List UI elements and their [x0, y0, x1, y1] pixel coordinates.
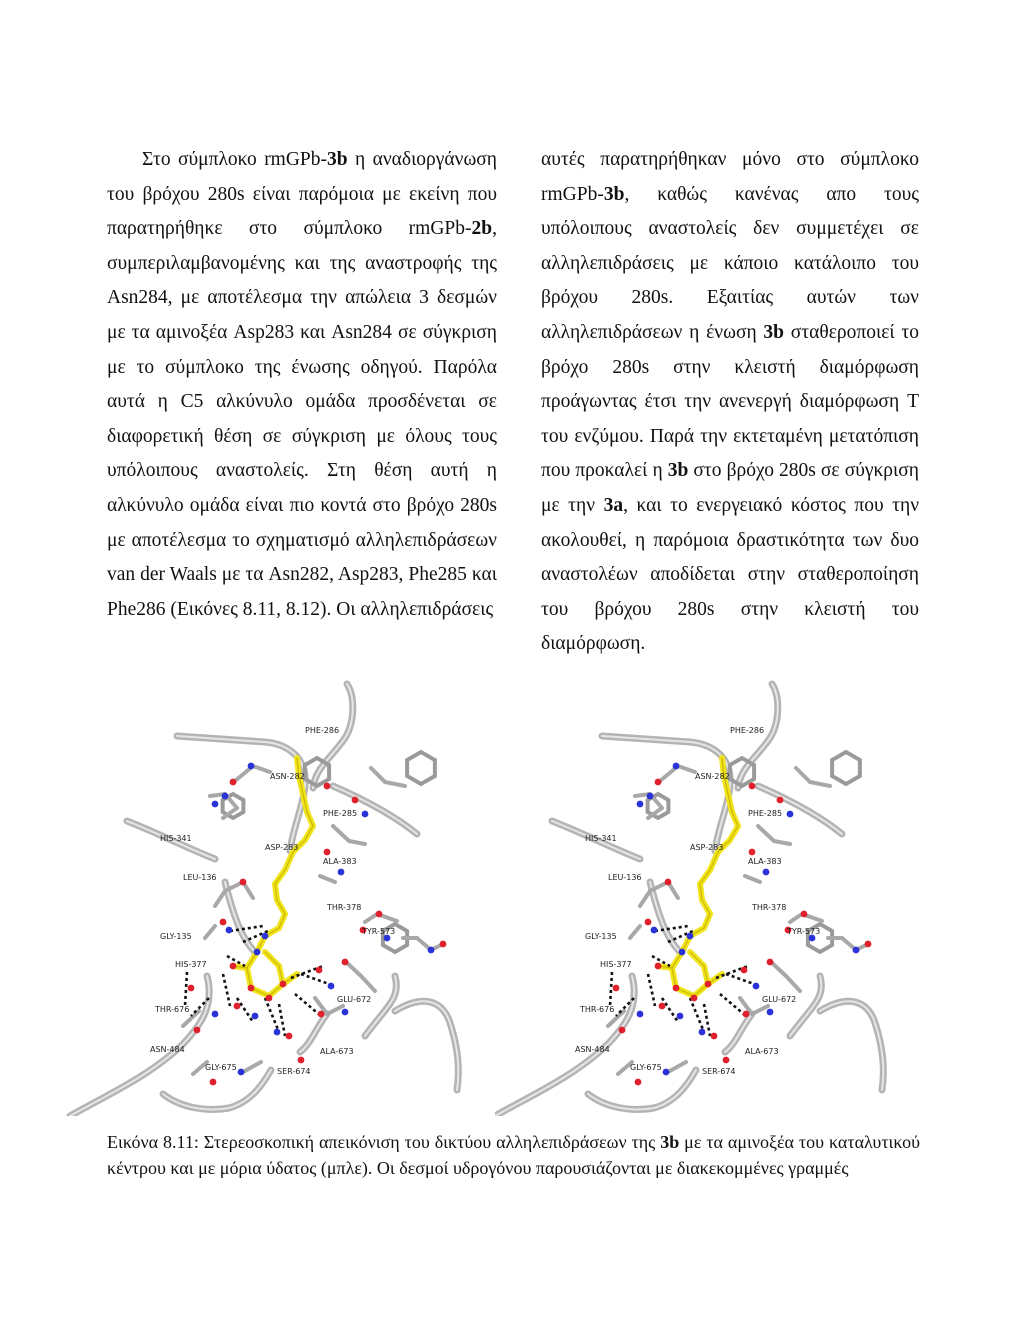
residue-stick [758, 826, 774, 841]
residue-label: ASP-283 [690, 843, 724, 852]
oxygen-atom [266, 995, 273, 1002]
compound-label: 3b [667, 460, 689, 482]
nitrogen-atom [212, 1011, 219, 1018]
oxygen-atom [440, 941, 447, 948]
residue-stick [349, 841, 365, 844]
text-run: , καθώς κανένας απο τους υπόλοιπους αναστολείς δεν συμμετέχει σε αλληλεπιδράσεις με κάποιο κατάλοιπο του βρόχου 280s. Εξαιτίας αυτών των αλληλεπιδράσεων η ένωση [541, 183, 919, 343]
nitrogen-atom [328, 983, 335, 990]
residue-label: SER-674 [702, 1067, 736, 1076]
oxygen-atom [324, 783, 331, 790]
nitrogen-atom [679, 949, 686, 956]
residue-stick [774, 841, 790, 844]
oxygen-atom [691, 995, 698, 1002]
caption-text: Εικόνα 8.11: Στερεοσκοπική απεικόνιση του δικτύου αλληλεπιδράσεων της [107, 1132, 661, 1152]
residue-label: ALA-673 [320, 1047, 354, 1056]
left-paragraph [107, 143, 497, 627]
protein-backbone [70, 976, 209, 1116]
nitrogen-atom [338, 869, 345, 876]
hydrogen-bond [237, 998, 253, 1022]
hydrogen-bond [265, 998, 279, 1032]
hydrogen-bond [648, 974, 655, 1006]
nitrogen-atom [677, 1013, 684, 1020]
protein-backbone [820, 1001, 883, 1090]
oxygen-atom [801, 911, 808, 918]
oxygen-atom [248, 985, 255, 992]
nitrogen-atom [647, 793, 654, 800]
oxygen-atom [655, 779, 662, 786]
backbone-highlight [313, 684, 353, 788]
text-run: , και το ενεργειακό κόστος που την ακολουθεί, η παρόμοια δραστικότητα των δυο αναστολέων αποδίδεται στην σταθεροποίηση του βρόχου 280s στην κλειστή του διαμόρφωση. [541, 494, 920, 655]
residue-label: ASN-282 [270, 772, 305, 781]
residue-stick [790, 914, 802, 922]
nitrogen-atom [248, 763, 255, 770]
ligand-bond-edge [690, 952, 704, 966]
nitrogen-atom [663, 1069, 670, 1076]
oxygen-atom [210, 1079, 217, 1086]
backbone-highlight [602, 736, 730, 851]
nitrogen-atom [687, 933, 694, 940]
nitrogen-atom [651, 927, 658, 934]
residue-stick [810, 782, 830, 786]
nitrogen-atom [252, 1013, 259, 1020]
hydrogen-bond [720, 994, 746, 1016]
nitrogen-atom [637, 801, 644, 808]
residue-label: GLY-675 [630, 1063, 662, 1072]
compound-label: 3b [327, 149, 348, 170]
oxygen-atom [635, 1079, 642, 1086]
residue-stick [371, 768, 385, 782]
residue-stick [640, 891, 650, 906]
oxygen-atom [318, 1011, 325, 1018]
oxygen-atom [673, 985, 680, 992]
body-text-left-column [107, 143, 497, 627]
backbone-highlight [177, 736, 305, 851]
oxygen-atom [194, 1027, 201, 1034]
residue-stick [630, 926, 640, 938]
hydrogen-bond [726, 974, 754, 984]
protein-backbone [602, 736, 730, 851]
stereo-figure [65, 676, 955, 1131]
aromatic-ring [407, 752, 435, 784]
backbone-highlight [738, 684, 778, 788]
oxygen-atom [665, 879, 672, 886]
residue-label: LEU-136 [608, 873, 642, 882]
residue-label: GLU-672 [337, 995, 372, 1004]
residue-stick [365, 914, 377, 922]
compound-label: 3b [603, 183, 625, 205]
residue-label: PHE-286 [730, 726, 765, 735]
residue-stick [361, 976, 375, 991]
nitrogen-atom [262, 933, 269, 940]
protein-backbone [495, 976, 634, 1116]
molecule-group [495, 684, 883, 1116]
residue-stick [205, 926, 215, 938]
oxygen-atom [298, 1057, 305, 1064]
oxygen-atom [659, 1003, 666, 1010]
ligand-bond-edge [265, 952, 279, 966]
oxygen-atom [655, 963, 662, 970]
residue-stick [745, 876, 760, 882]
nitrogen-atom [254, 949, 261, 956]
hydrogen-bond [185, 972, 187, 1006]
oxygen-atom [316, 967, 323, 974]
hydrogen-bond [295, 994, 321, 1016]
molecule-group [70, 684, 458, 1116]
oxygen-atom [767, 959, 774, 966]
oxygen-atom [741, 967, 748, 974]
residue-stick [333, 826, 349, 841]
residue-label: HIS-341 [585, 834, 617, 843]
compound-label: 2b [471, 218, 493, 240]
residue-label: TYR-573 [362, 927, 396, 936]
residue-label: GLY-675 [205, 1063, 237, 1072]
residue-stick [243, 1062, 261, 1072]
hydrogen-bond [301, 974, 329, 984]
text-run: η αναδιοργάνωση του βρόχου 280s είναι παρόμοια με εκείνη που παρατηρήθηκε στο σύμπλοκο rmGPb- [107, 149, 497, 240]
residue-stick [320, 876, 335, 882]
text-run: σταθεροποιεί το βρόχο 280s στην κλειστή διαμόρφωση προάγωντας έτσι την ανενεργή διαμόρφωση T του ενζύμου. Παρά την εκτεταμένη μετατόπιση που προκαλεί η [541, 321, 919, 482]
nitrogen-atom [673, 763, 680, 770]
residue-label: HIS-377 [175, 960, 207, 969]
oxygen-atom [777, 797, 784, 804]
residue-label: GLY-135 [585, 932, 617, 941]
residue-stick [668, 1062, 686, 1072]
oxygen-atom [619, 1027, 626, 1034]
residue-label: THR-676 [155, 1005, 190, 1014]
nitrogen-atom [362, 811, 369, 818]
oxygen-atom [645, 919, 652, 926]
residue-label: GLU-672 [762, 995, 797, 1004]
protein-backbone [177, 736, 305, 851]
hydrogen-bond [223, 974, 230, 1006]
hydrogen-bond [690, 998, 704, 1032]
oxygen-atom [230, 779, 237, 786]
residue-stick [796, 768, 810, 782]
hydrogen-bond [662, 998, 678, 1022]
text-run: αυτές παρατηρήθηκαν μόνο στο σύμπλοκο rmGPb- [541, 149, 919, 205]
residue-label: PHE-285 [748, 809, 783, 818]
residue-label: GLY-135 [160, 932, 192, 941]
nitrogen-atom [767, 1009, 774, 1016]
residue-stick [385, 782, 405, 786]
residue-label: ASN-282 [695, 772, 730, 781]
text-run: Στο σύμπλοκο rmGPb- [142, 149, 328, 170]
oxygen-atom [749, 783, 756, 790]
nitrogen-atom [274, 1029, 281, 1036]
residue-label: PHE-285 [323, 809, 358, 818]
caption-text: με τα αμινοξέα του καταλυτικού κέντρου και με μόρια ύδατος (μπλε). Οι δεσμοί υδρογόνου παρουσιάζονται με διακεκομμένες γραμμές [107, 1132, 920, 1178]
oxygen-atom [234, 1003, 241, 1010]
body-text-right-column [541, 143, 919, 662]
oxygen-atom [188, 985, 195, 992]
nitrogen-atom [212, 801, 219, 808]
nitrogen-atom [753, 983, 760, 990]
residue-label: TYR-573 [787, 927, 821, 936]
oxygen-atom [705, 981, 712, 988]
nitrogen-atom [342, 1009, 349, 1016]
residue-label: THR-378 [327, 903, 362, 912]
oxygen-atom [230, 963, 237, 970]
residue-stick [253, 766, 270, 772]
compound-label: 3b [763, 321, 785, 343]
residue-stick [678, 766, 695, 772]
nitrogen-atom [428, 947, 435, 954]
stereo-panel-left [65, 676, 475, 1116]
oxygen-atom [749, 849, 756, 856]
residue-stick [786, 976, 800, 991]
residue-label: ASN-484 [150, 1045, 185, 1054]
nitrogen-atom [226, 927, 233, 934]
hydrogen-bond [655, 926, 688, 931]
oxygen-atom [352, 797, 359, 804]
oxygen-atom [220, 919, 227, 926]
residue-label: HIS-377 [600, 960, 632, 969]
residue-label: SER-674 [277, 1067, 311, 1076]
oxygen-atom [743, 1011, 750, 1018]
residue-stick [327, 1006, 343, 1014]
nitrogen-atom [787, 811, 794, 818]
nitrogen-atom [222, 793, 229, 800]
residue-label: PHE-286 [305, 726, 340, 735]
compound-label: 3b [660, 1132, 680, 1152]
protein-backbone [395, 1001, 458, 1090]
oxygen-atom [723, 1057, 730, 1064]
hydrogen-bond [610, 972, 612, 1006]
residue-label: ASP-283 [265, 843, 299, 852]
stereo-panel-right [495, 676, 905, 1116]
nitrogen-atom [763, 869, 770, 876]
oxygen-atom [342, 959, 349, 966]
right-paragraph [541, 143, 919, 662]
oxygen-atom [280, 981, 287, 988]
oxygen-atom [865, 941, 872, 948]
residue-label: ALA-383 [748, 857, 782, 866]
hydrogen-bond [230, 926, 263, 931]
nitrogen-atom [238, 1069, 245, 1076]
residue-label: THR-676 [580, 1005, 615, 1014]
aromatic-ring [832, 752, 860, 784]
oxygen-atom [376, 911, 383, 918]
residue-label: ALA-673 [745, 1047, 779, 1056]
residue-label: ALA-383 [323, 857, 357, 866]
compound-label: 3a [603, 494, 624, 516]
residue-label: HIS-341 [160, 834, 192, 843]
residue-stick [215, 891, 225, 906]
oxygen-atom [324, 849, 331, 856]
backbone-highlight [70, 976, 209, 1116]
oxygen-atom [286, 1033, 293, 1040]
text-run: στο βρόχο 280s σε σύγκριση με την [541, 460, 919, 516]
residue-label: ASN-484 [575, 1045, 610, 1054]
oxygen-atom [240, 879, 247, 886]
residue-label: LEU-136 [183, 873, 217, 882]
backbone-highlight [495, 976, 634, 1116]
nitrogen-atom [637, 1011, 644, 1018]
figure-caption [107, 1130, 920, 1181]
oxygen-atom [711, 1033, 718, 1040]
oxygen-atom [613, 985, 620, 992]
nitrogen-atom [699, 1029, 706, 1036]
text-run: , συμπεριλαμβανομένης και της αναστροφής της Asn284, με αποτέλεσμα την απώλεια 3 δεσμών με τα αμινοξέα Asp283 και Asn284 σε σύγκριση με το σύμπλοκο της ένωσης οδηγού. Παρόλα αυτά η C5 αλκύνυλο ομάδα προσδένεται σε διαφορετική θέση σε σύγκριση με όλους τους υπόλοιπους αναστολείς. Στη θέση αυτή η αλκύνυλο ομάδα είναι πιο κοντά στο βρόχο 280s με αποτέλεσμα το σχηματισμό αλληλεπιδράσεων van der Waals με τα Asn282, Asp283, Phe285 και Phe286 (Εικόνες 8.11, 8.12). Οι αλληλεπιδράσεις [107, 218, 497, 620]
residue-label: THR-378 [752, 903, 787, 912]
residue-stick [752, 1006, 768, 1014]
nitrogen-atom [853, 947, 860, 954]
